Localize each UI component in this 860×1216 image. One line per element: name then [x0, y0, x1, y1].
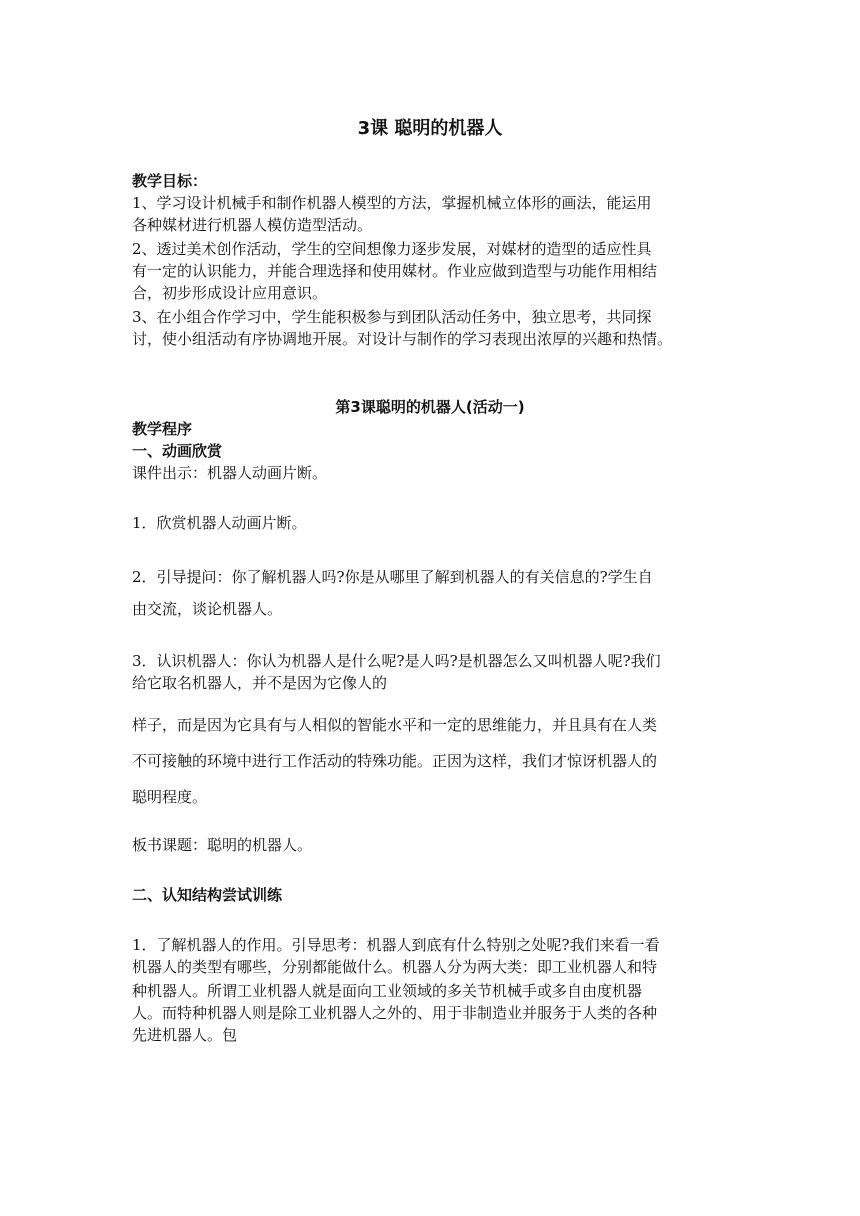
objective-line: 有一定的认识能力，并能合理选择和使用媒材。作业应做到造型与功能作用相结	[132, 262, 658, 280]
document-title: 3课 聪明的机器人	[357, 118, 503, 139]
item2-line: 2．引导提问：你了解机器人吗?你是从哪里了解到机器人的有关信息的?学生自	[132, 568, 653, 586]
section2-line: 1．了解机器人的作用。引导思考：机器人到底有什么特别之处呢?我们来看一看	[132, 936, 660, 954]
item3-cont-line: 样子，而是因为它具有与人相似的智能水平和一定的思维能力，并且具有在人类	[132, 716, 658, 734]
objective-line: 1、学习设计机械手和制作机器人模型的方法，掌握机械立体形的画法，能运用	[132, 194, 652, 212]
section2-line: 先进机器人。包	[132, 1026, 238, 1044]
item3-cont-line: 不可接触的环境中进行工作活动的特殊功能。正因为这样，我们才惊讶机器人的	[132, 752, 658, 770]
courseware-line: 课件出示：机器人动画片断。	[132, 464, 328, 482]
activity-subtitle: 第3课聪明的机器人(活动一)	[335, 398, 525, 416]
objective-line: 3、在小组合作学习中，学生能积极参与到团队活动任务中，独立思考，共同探	[132, 308, 652, 326]
procedure-heading: 教学程序	[132, 420, 193, 438]
item3-line: 给它取名机器人，并不是因为它像人的	[132, 674, 388, 692]
section2-line: 机器人的类型有哪些，分别都能做什么。机器人分为两大类：即工业机器人和特	[132, 958, 658, 976]
item3-cont-line: 聪明程度。	[132, 788, 208, 806]
objective-line: 各种媒材进行机器人模仿造型活动。	[132, 216, 373, 234]
item3-line: 3．认识机器人：你认为机器人是什么呢?是人吗?是机器怎么又叫机器人呢?我们	[132, 652, 661, 670]
objective-line: 2、透过美术创作活动，学生的空间想像力逐步发展，对媒材的造型的适应性具	[132, 240, 652, 258]
objectives-heading: 教学目标：	[132, 172, 208, 190]
section2-heading: 二、认知结构尝试训练	[132, 886, 283, 904]
section2-line: 人。而特种机器人则是除工业机器人之外的、用于非制造业并服务于人类的各种	[132, 1004, 658, 1022]
board-title-line: 板书课题：聪明的机器人。	[132, 836, 313, 854]
objective-line: 合，初步形成设计应用意识。	[132, 284, 328, 302]
objective-line: 讨，使小组活动有序协调地开展。对设计与制作的学习表现出浓厚的兴趣和热情。	[132, 330, 673, 348]
item1-line: 1．欣赏机器人动画片断。	[132, 514, 307, 532]
section1-heading: 一、动画欣赏	[132, 442, 223, 460]
section2-line: 种机器人。所谓工业机器人就是面向工业领域的多关节机械手或多自由度机器	[132, 982, 643, 1000]
item2-line: 由交流，谈论机器人。	[132, 600, 283, 618]
